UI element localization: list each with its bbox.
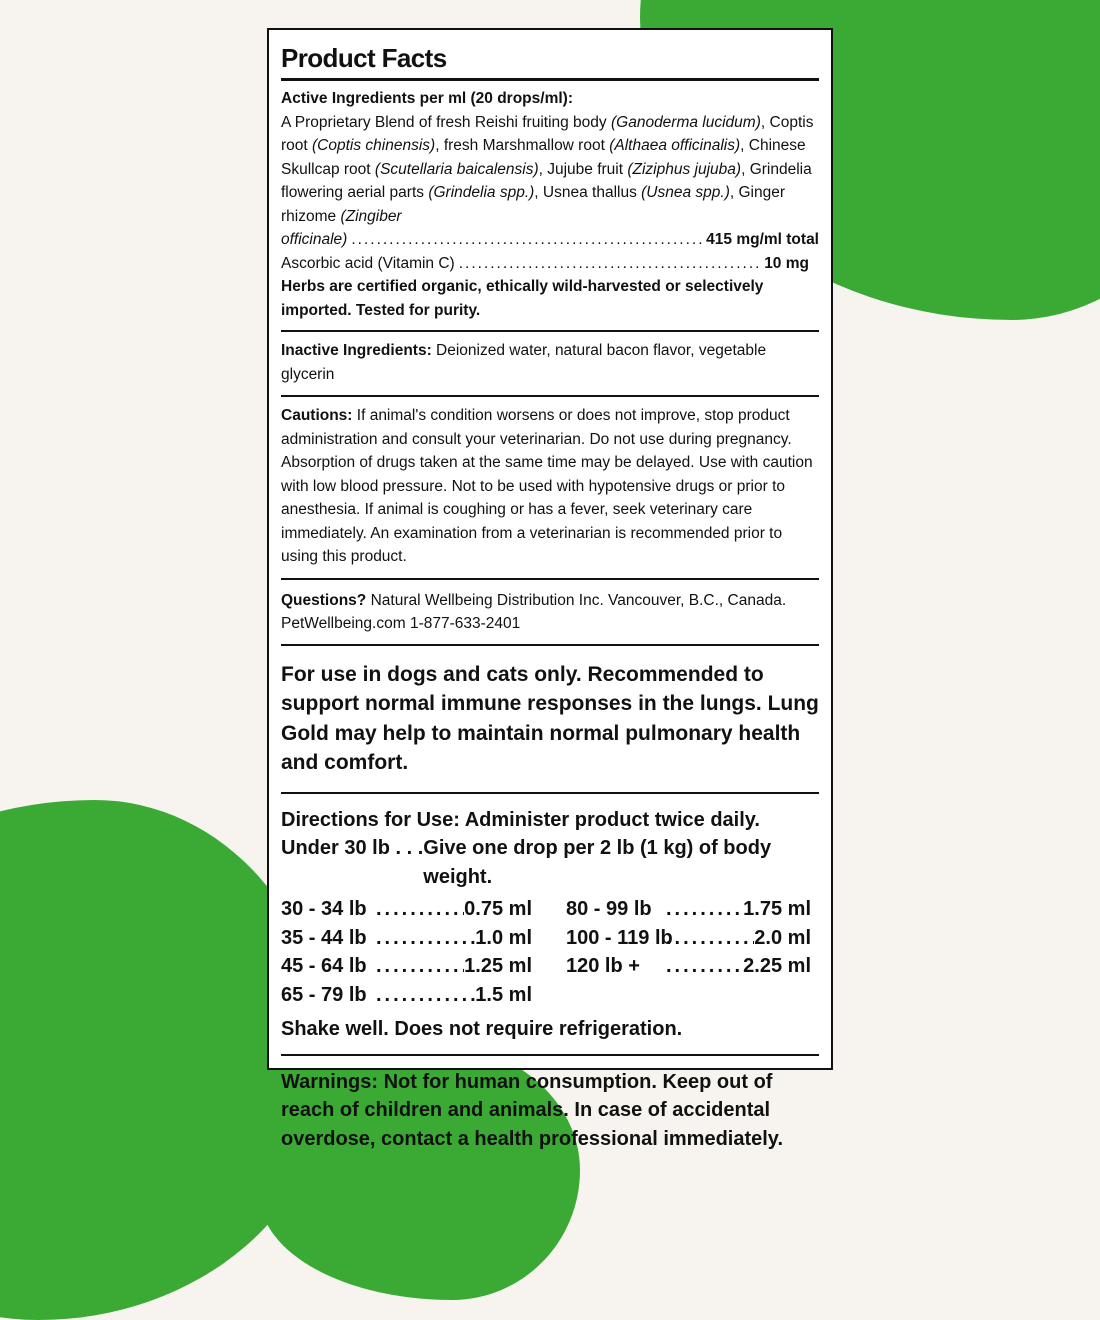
inactive-ingredients-heading: Inactive Ingredients: — [281, 342, 432, 359]
active-ingredients-heading: Active Ingredients per ml (20 drops/ml): — [281, 90, 573, 107]
cautions-section — [281, 397, 819, 580]
product-facts-label — [267, 28, 833, 1150]
dosage-row: 65 - 79 lb ..... 1.5 ml — [281, 981, 566, 1010]
under-30lb-row: Under 30 lb . . . Give one drop per 2 lb (1 kg) of body weight. — [281, 837, 772, 888]
directions-heading: Directions for Use: Administer product twice daily. — [281, 808, 760, 831]
blend-amount: 415 mg/ml total — [706, 231, 819, 248]
intended-use-statement: For use in dogs and cats only. Recommended to support normal immune responses in the lungs. Lung Gold may help to maintain normal pulmonary health and comfort. — [281, 646, 819, 794]
vitamin-c-name: Ascorbic acid (Vitamin C) — [281, 254, 455, 272]
warnings-text: Not for human consumption. Keep out of reach of children and animals. In case of accidental overdose, contact a health professional immediately. — [281, 1070, 784, 1150]
cautions-text: If animal's condition worsens or does not improve, stop product administration and consult your veterinarian. Do not use during pregnancy. Absorption of drugs taken at the same time may be delayed. Use with caution with low blood pressure. Not to be used with hypotensive drugs or prior to anesthesia. If animal is coughing or has a fever, seek veterinary care immediately. An examination from a veterinarian is recommended prior to using this product. — [281, 407, 813, 565]
label-title: Product Facts — [281, 42, 819, 81]
vitamin-c-amount: 10 mg — [764, 254, 809, 272]
contact-info: PetWellbeing.com 1-877-633-2401 — [281, 615, 521, 632]
dosage-column-right — [566, 895, 811, 1009]
inactive-ingredients-section — [281, 332, 819, 397]
proprietary-blend-text: A Proprietary Blend of fresh Reishi fruiting body (Ganoderma lucidum), Coptis root (Coptis chinensis), fresh Marshmallow root (Althaea officinalis), Chinese Skullcap root (Scutellaria baicalensis), Jujube fruit (Ziziphus jujuba), Grindelia flowering aerial parts (Grindelia spp.), Usnea thallus (Usnea spp.), Ginger rhizome (Zingiber — [281, 113, 814, 225]
dosage-row: 35 - 44 lb ..... 1.0 ml — [281, 924, 566, 953]
dosage-row: 80 - 99 lb ..... 1.75 ml — [566, 895, 811, 924]
dosage-column-left — [281, 895, 566, 1009]
dosage-row: 100 - 119 lb ..... 2.0 ml — [566, 924, 811, 953]
warnings-section — [281, 1056, 819, 1154]
questions-heading: Questions? — [281, 591, 367, 609]
storage-instructions: Shake well. Does not require refrigeration. — [281, 1018, 683, 1040]
dosage-row: 30 - 34 lb ..... 0.75 ml — [281, 895, 566, 924]
active-ingredients-section — [281, 81, 819, 332]
inactive-ingredients-text: Deionized water, natural bacon flavor, vegetable glycerin — [281, 342, 767, 383]
cautions-heading: Cautions: — [281, 407, 353, 424]
warnings-heading: Warnings: — [281, 1070, 379, 1093]
certified-organic-statement: Herbs are certified organic, ethically wild-harvested or selectively imported. Tested for purity. — [281, 278, 764, 319]
company-address: Natural Wellbeing Distribution Inc. Vancouver, B.C., Canada. — [366, 591, 787, 609]
directions-section — [281, 794, 819, 1056]
blend-amount-row: officinale) ..... 415 mg/ml total — [281, 228, 819, 252]
dosage-table — [281, 895, 819, 1009]
dosage-row: 120 lb + ..... 2.25 ml — [566, 952, 811, 981]
dosage-row: 45 - 64 lb ..... 1.25 ml — [281, 952, 566, 981]
vitamin-c-row — [281, 252, 819, 276]
questions-section — [281, 580, 819, 646]
